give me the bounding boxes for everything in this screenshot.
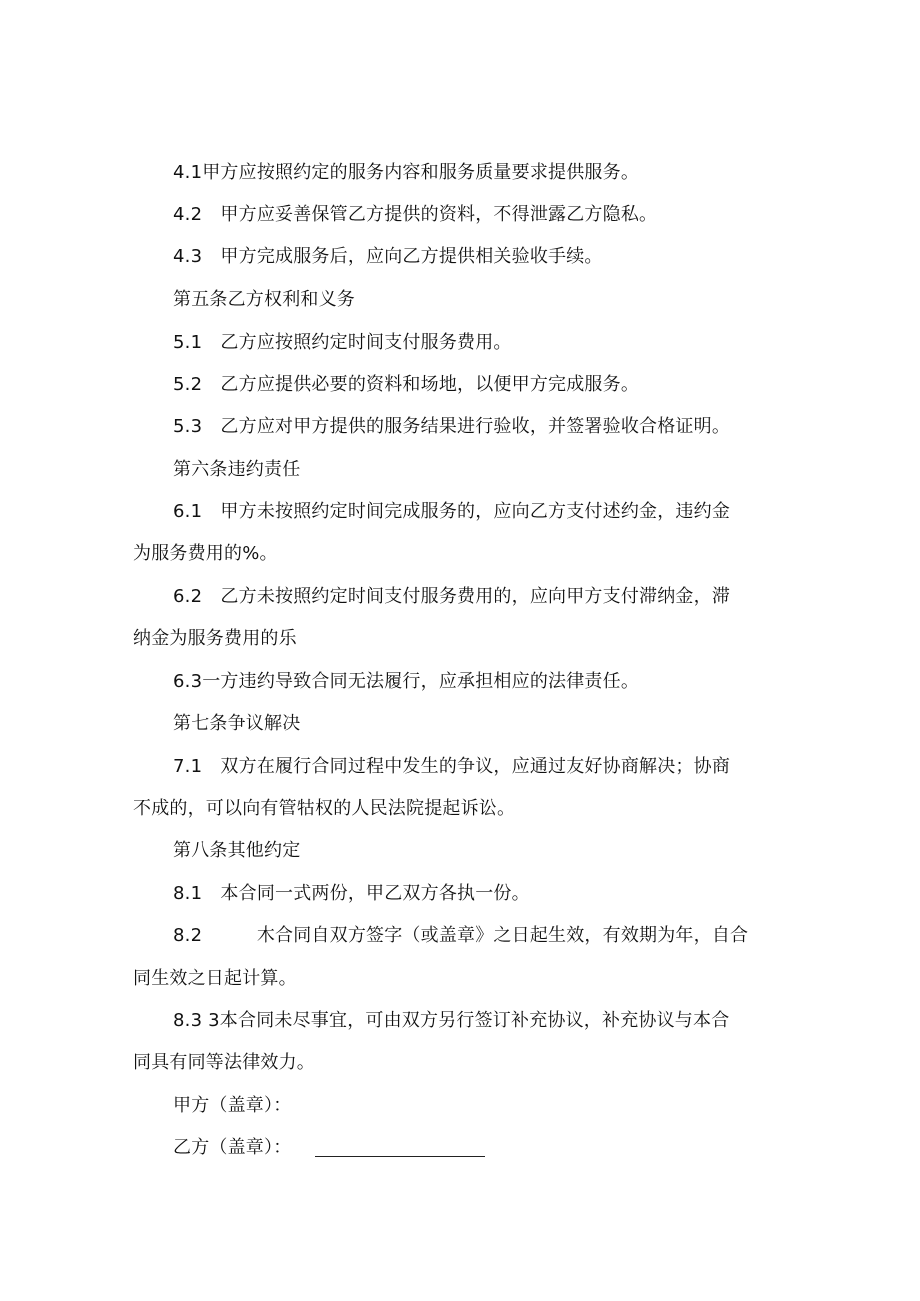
party-b-seal-label: 乙方（盖章）：	[173, 1137, 292, 1158]
clause-8-3-line-2: 同具有同等法律效力。	[133, 1052, 315, 1073]
clause-4-2: 4.2 甲方应妥善保管乙方提供的资料，不得泄露乙方隐私。	[173, 204, 658, 225]
article-5-heading: 第五条乙方权利和义务	[173, 289, 355, 310]
clause-6-2-line-2: 纳金为服务费用的乐	[133, 628, 297, 649]
clause-7-1-line-1: 7.1 双方在履行合同过程中发生的争议，应通过友好协商解决；协商	[173, 756, 731, 777]
clause-6-1-line-1: 6.1 甲方未按照约定时间完成服务的，应向乙方支付述约金，违约金	[173, 501, 731, 522]
article-8-heading: 第八条其他约定	[173, 840, 301, 861]
clause-6-2-line-1: 6.2 乙方未按照约定时间支付服务费用的，应向甲方支付滞纳金，滞	[173, 586, 731, 607]
clause-8-2-line-2: 同生效之日起计算。	[133, 968, 297, 989]
clause-8-3-line-1: 8.3 3本合同未尽事宜，可由双方另行签订补充协议，补充协议与本合	[173, 1010, 730, 1031]
clause-6-3: 6.3一方违约导致合同无法履行，应承担相应的法律责任。	[173, 671, 640, 692]
clause-5-2: 5.2 乙方应提供必要的资料和场地，以便甲方完成服务。	[173, 374, 640, 395]
clause-5-1: 5.1 乙方应按照约定时间支付服务费用。	[173, 332, 512, 353]
party-b-signature-line	[315, 1156, 485, 1157]
clause-5-3: 5.3 乙方应对甲方提供的服务结果进行验收，并签署验收合格证明。	[173, 416, 731, 437]
clause-4-1: 4.1甲方应按照约定的服务内容和服务质量要求提供服务。	[173, 162, 640, 183]
party-a-seal-label: 甲方（盖章）：	[173, 1095, 292, 1116]
clause-7-1-line-2: 不成的，可以向有管牯权的人民法院提起诉讼。	[133, 798, 516, 819]
clause-6-1-line-2: 为服务费用的%。	[133, 543, 278, 564]
clause-8-1: 8.1 本合同一式两份，甲乙双方各执一份。	[173, 883, 530, 904]
clause-8-2-line-1: 8.2 木合同自双方签字（或盖章》之日起生效，有效期为年，自合	[173, 925, 749, 946]
article-6-heading: 第六条违约责任	[173, 459, 301, 480]
article-7-heading: 第七条争议解决	[173, 713, 301, 734]
clause-4-3: 4.3 甲方完成服务后，应向乙方提供相关验收手续。	[173, 246, 603, 267]
